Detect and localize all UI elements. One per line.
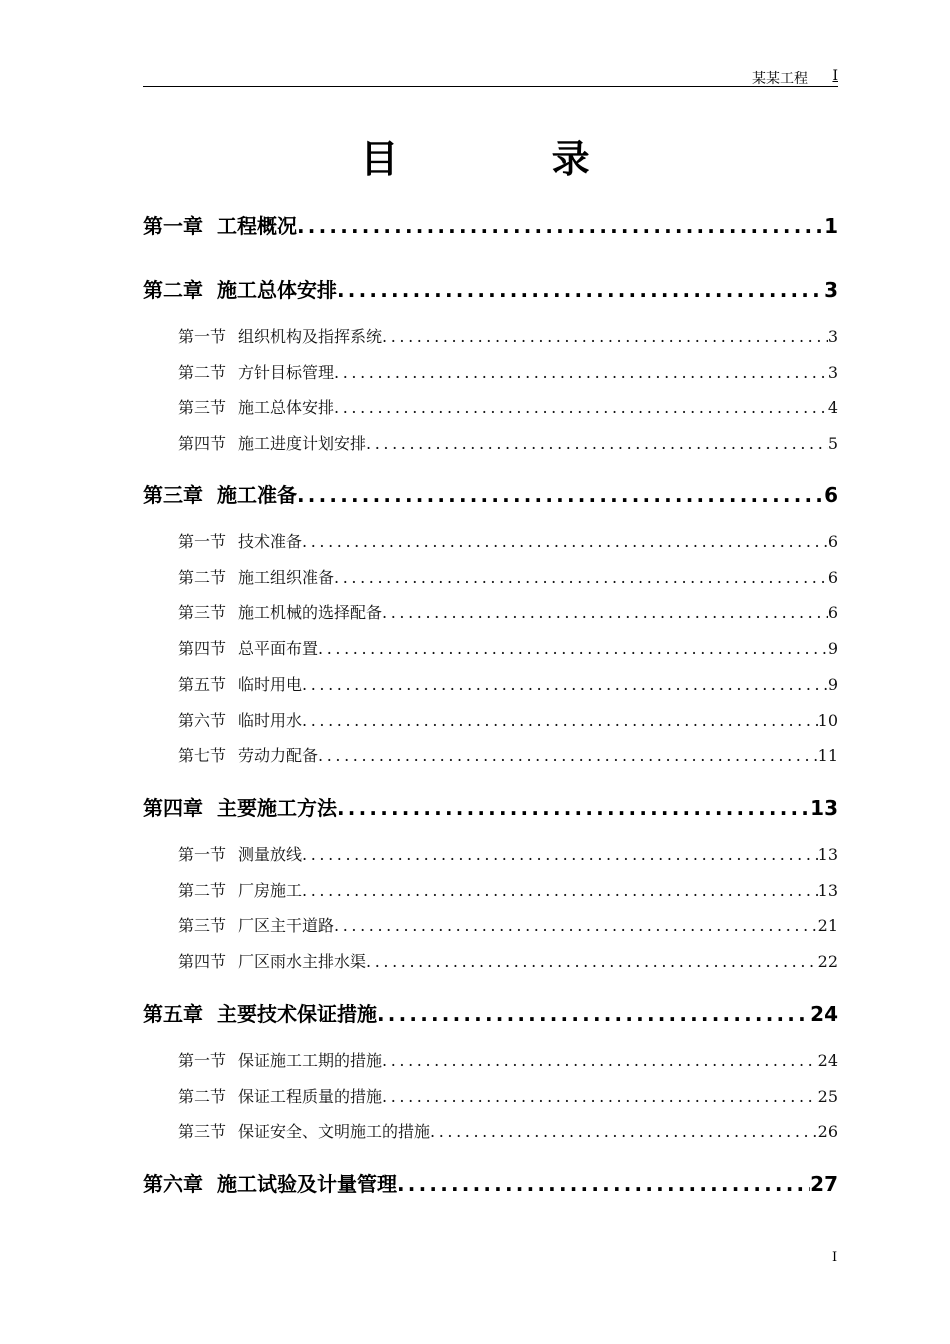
section-page-number: 6 — [827, 603, 838, 623]
section-label — [178, 949, 366, 972]
toc-section-entry[interactable] — [178, 1048, 838, 1071]
section-number: 第一节 — [178, 845, 227, 864]
section-label — [178, 565, 334, 588]
section-title: 技术准备 — [238, 532, 303, 551]
chapter-label — [143, 210, 297, 239]
section-page-number: 10 — [817, 710, 838, 730]
section-title: 施工总体安排 — [238, 398, 335, 418]
toc-section-entry[interactable] — [178, 842, 838, 865]
section-page-number: 6 — [827, 567, 838, 587]
toc-section-entry[interactable] — [178, 395, 838, 418]
dot-leader — [382, 1087, 818, 1106]
section-title: 厂房施工 — [238, 880, 303, 900]
section-page-number: 13 — [817, 845, 838, 864]
section-page-number: 6 — [827, 532, 838, 551]
toc-section-entry[interactable] — [178, 743, 838, 766]
dot-leader — [334, 363, 828, 382]
section-label — [178, 324, 382, 347]
section-label — [178, 600, 382, 623]
chapter-title: 施工试验及计量管理 — [217, 1172, 397, 1196]
toc-section-entry[interactable] — [178, 565, 838, 588]
section-number: 第四节 — [178, 952, 227, 972]
chapter-title: 工程概况 — [217, 214, 297, 238]
toc-section-entry[interactable] — [178, 1084, 838, 1107]
chapter-label — [143, 479, 297, 508]
section-title: 劳动力配备 — [238, 746, 319, 766]
dot-leader — [302, 881, 818, 900]
section-page-number: 4 — [827, 398, 838, 418]
section-title: 保证施工工期的措施 — [238, 1051, 383, 1070]
section-page-number: 9 — [827, 674, 838, 694]
section-number: 第三节 — [178, 1122, 227, 1142]
section-label — [178, 1048, 382, 1071]
section-title: 临时用水 — [238, 710, 303, 730]
toc-chapter-entry[interactable] — [143, 210, 838, 239]
section-title: 方针目标管理 — [238, 362, 335, 382]
section-number: 第四节 — [178, 639, 227, 659]
toc-section-entry[interactable] — [178, 708, 838, 731]
section-label — [178, 1084, 382, 1107]
section-page-number: 9 — [827, 639, 838, 659]
section-title: 组织机构及指挥系统 — [238, 327, 383, 346]
dot-leader — [302, 675, 828, 694]
section-label — [178, 708, 302, 731]
section-title: 测量放线 — [238, 845, 303, 864]
dot-leader — [430, 1122, 818, 1141]
section-number: 第三节 — [178, 398, 227, 418]
toc-section-entry[interactable] — [178, 1119, 838, 1142]
chapter-number: 第二章 — [143, 278, 203, 302]
dot-leader — [366, 434, 828, 453]
section-label — [178, 842, 302, 865]
section-label — [178, 1119, 430, 1142]
section-title: 保证工程质量的措施 — [238, 1086, 383, 1106]
toc-section-entry[interactable] — [178, 913, 838, 936]
toc-chapter-entry[interactable] — [143, 479, 838, 508]
section-page-number: 3 — [827, 327, 838, 346]
toc-section-entry[interactable] — [178, 672, 838, 695]
section-page-number: 3 — [827, 362, 838, 382]
section-label — [178, 360, 334, 383]
section-label — [178, 672, 302, 695]
dot-leader — [377, 1002, 810, 1026]
dot-leader — [297, 214, 824, 238]
chapter-number: 第五章 — [143, 1002, 203, 1026]
chapter-label — [143, 998, 377, 1027]
section-label — [178, 431, 366, 454]
section-number: 第二节 — [178, 567, 227, 587]
section-label — [178, 743, 318, 766]
toc-section-entry[interactable] — [178, 878, 838, 901]
section-label — [178, 395, 334, 418]
section-page-number: 21 — [817, 916, 838, 936]
chapter-page-number: 3 — [824, 278, 838, 302]
section-number: 第三节 — [178, 916, 227, 936]
chapter-page-number: 27 — [810, 1172, 838, 1196]
dot-leader — [334, 398, 828, 417]
section-title: 施工组织准备 — [238, 567, 335, 587]
dot-leader — [302, 845, 818, 864]
section-title: 厂区主干道路 — [238, 916, 335, 936]
section-title: 厂区雨水主排水渠 — [238, 952, 367, 972]
toc-section-entry[interactable] — [178, 431, 838, 454]
toc-chapter-entry[interactable] — [143, 998, 838, 1027]
toc-section-entry[interactable] — [178, 949, 838, 972]
header-page-number: I — [832, 68, 838, 84]
toc-chapter-entry[interactable] — [143, 792, 838, 821]
section-number: 第一节 — [178, 327, 227, 346]
section-label — [178, 878, 302, 901]
toc-title: 目 录 — [360, 137, 660, 181]
section-number: 第一节 — [178, 1051, 227, 1070]
section-page-number: 11 — [817, 746, 838, 766]
section-number: 第二节 — [178, 362, 227, 382]
chapter-page-number: 1 — [824, 214, 838, 238]
section-title: 保证安全、文明施工的措施 — [238, 1122, 431, 1142]
chapter-label — [143, 274, 337, 303]
section-label — [178, 529, 302, 552]
chapter-title: 主要施工方法 — [217, 796, 337, 820]
chapter-page-number: 24 — [810, 1002, 838, 1026]
chapter-label — [143, 1168, 397, 1197]
dot-leader — [382, 327, 828, 346]
page-header — [143, 64, 838, 87]
chapter-page-number: 6 — [824, 483, 838, 507]
section-title: 施工进度计划安排 — [238, 434, 367, 454]
dot-leader — [318, 639, 828, 658]
toc-section-entry[interactable] — [178, 636, 838, 659]
toc-chapter-entry[interactable] — [143, 1168, 838, 1197]
footer-page-number: I — [832, 1250, 838, 1265]
toc-section-entry[interactable] — [178, 324, 838, 347]
section-title: 临时用电 — [238, 674, 303, 694]
section-number: 第五节 — [178, 674, 227, 694]
section-number: 第一节 — [178, 532, 227, 551]
section-label — [178, 636, 318, 659]
dot-leader — [302, 711, 818, 730]
section-number: 第七节 — [178, 746, 227, 766]
section-label — [178, 913, 334, 936]
chapter-number: 第一章 — [143, 214, 203, 238]
dot-leader — [302, 532, 828, 551]
section-number: 第二节 — [178, 1086, 227, 1106]
chapter-label — [143, 792, 337, 821]
dot-leader — [337, 796, 810, 820]
section-page-number: 24 — [817, 1051, 838, 1070]
section-title: 施工机械的选择配备 — [238, 603, 383, 623]
toc-chapter-entry[interactable] — [143, 274, 838, 303]
toc-section-entry[interactable] — [178, 600, 838, 623]
chapter-title: 施工准备 — [217, 483, 297, 507]
toc-section-entry[interactable] — [178, 529, 838, 552]
dot-leader — [366, 952, 818, 971]
chapter-title: 主要技术保证措施 — [217, 1002, 377, 1026]
section-page-number: 22 — [817, 952, 838, 972]
toc-section-entry[interactable] — [178, 360, 838, 383]
section-page-number: 25 — [817, 1086, 838, 1106]
section-number: 第三节 — [178, 603, 227, 623]
dot-leader — [334, 568, 828, 587]
chapter-number: 第四章 — [143, 796, 203, 820]
dot-leader — [382, 1051, 818, 1070]
section-page-number: 26 — [817, 1122, 838, 1142]
dot-leader — [382, 603, 828, 622]
section-number: 第六节 — [178, 710, 227, 730]
section-page-number: 5 — [827, 434, 838, 454]
header-title: 某某工程 — [752, 71, 808, 87]
chapter-number: 第三章 — [143, 483, 203, 507]
chapter-page-number: 13 — [810, 796, 838, 820]
dot-leader — [297, 483, 824, 507]
dot-leader — [318, 746, 818, 765]
dot-leader — [337, 278, 824, 302]
section-number: 第二节 — [178, 880, 227, 900]
chapter-title: 施工总体安排 — [217, 278, 337, 302]
section-title: 总平面布置 — [238, 639, 319, 659]
section-page-number: 13 — [817, 880, 838, 900]
dot-leader — [397, 1172, 810, 1196]
section-number: 第四节 — [178, 434, 227, 454]
dot-leader — [334, 916, 818, 935]
chapter-number: 第六章 — [143, 1172, 203, 1196]
